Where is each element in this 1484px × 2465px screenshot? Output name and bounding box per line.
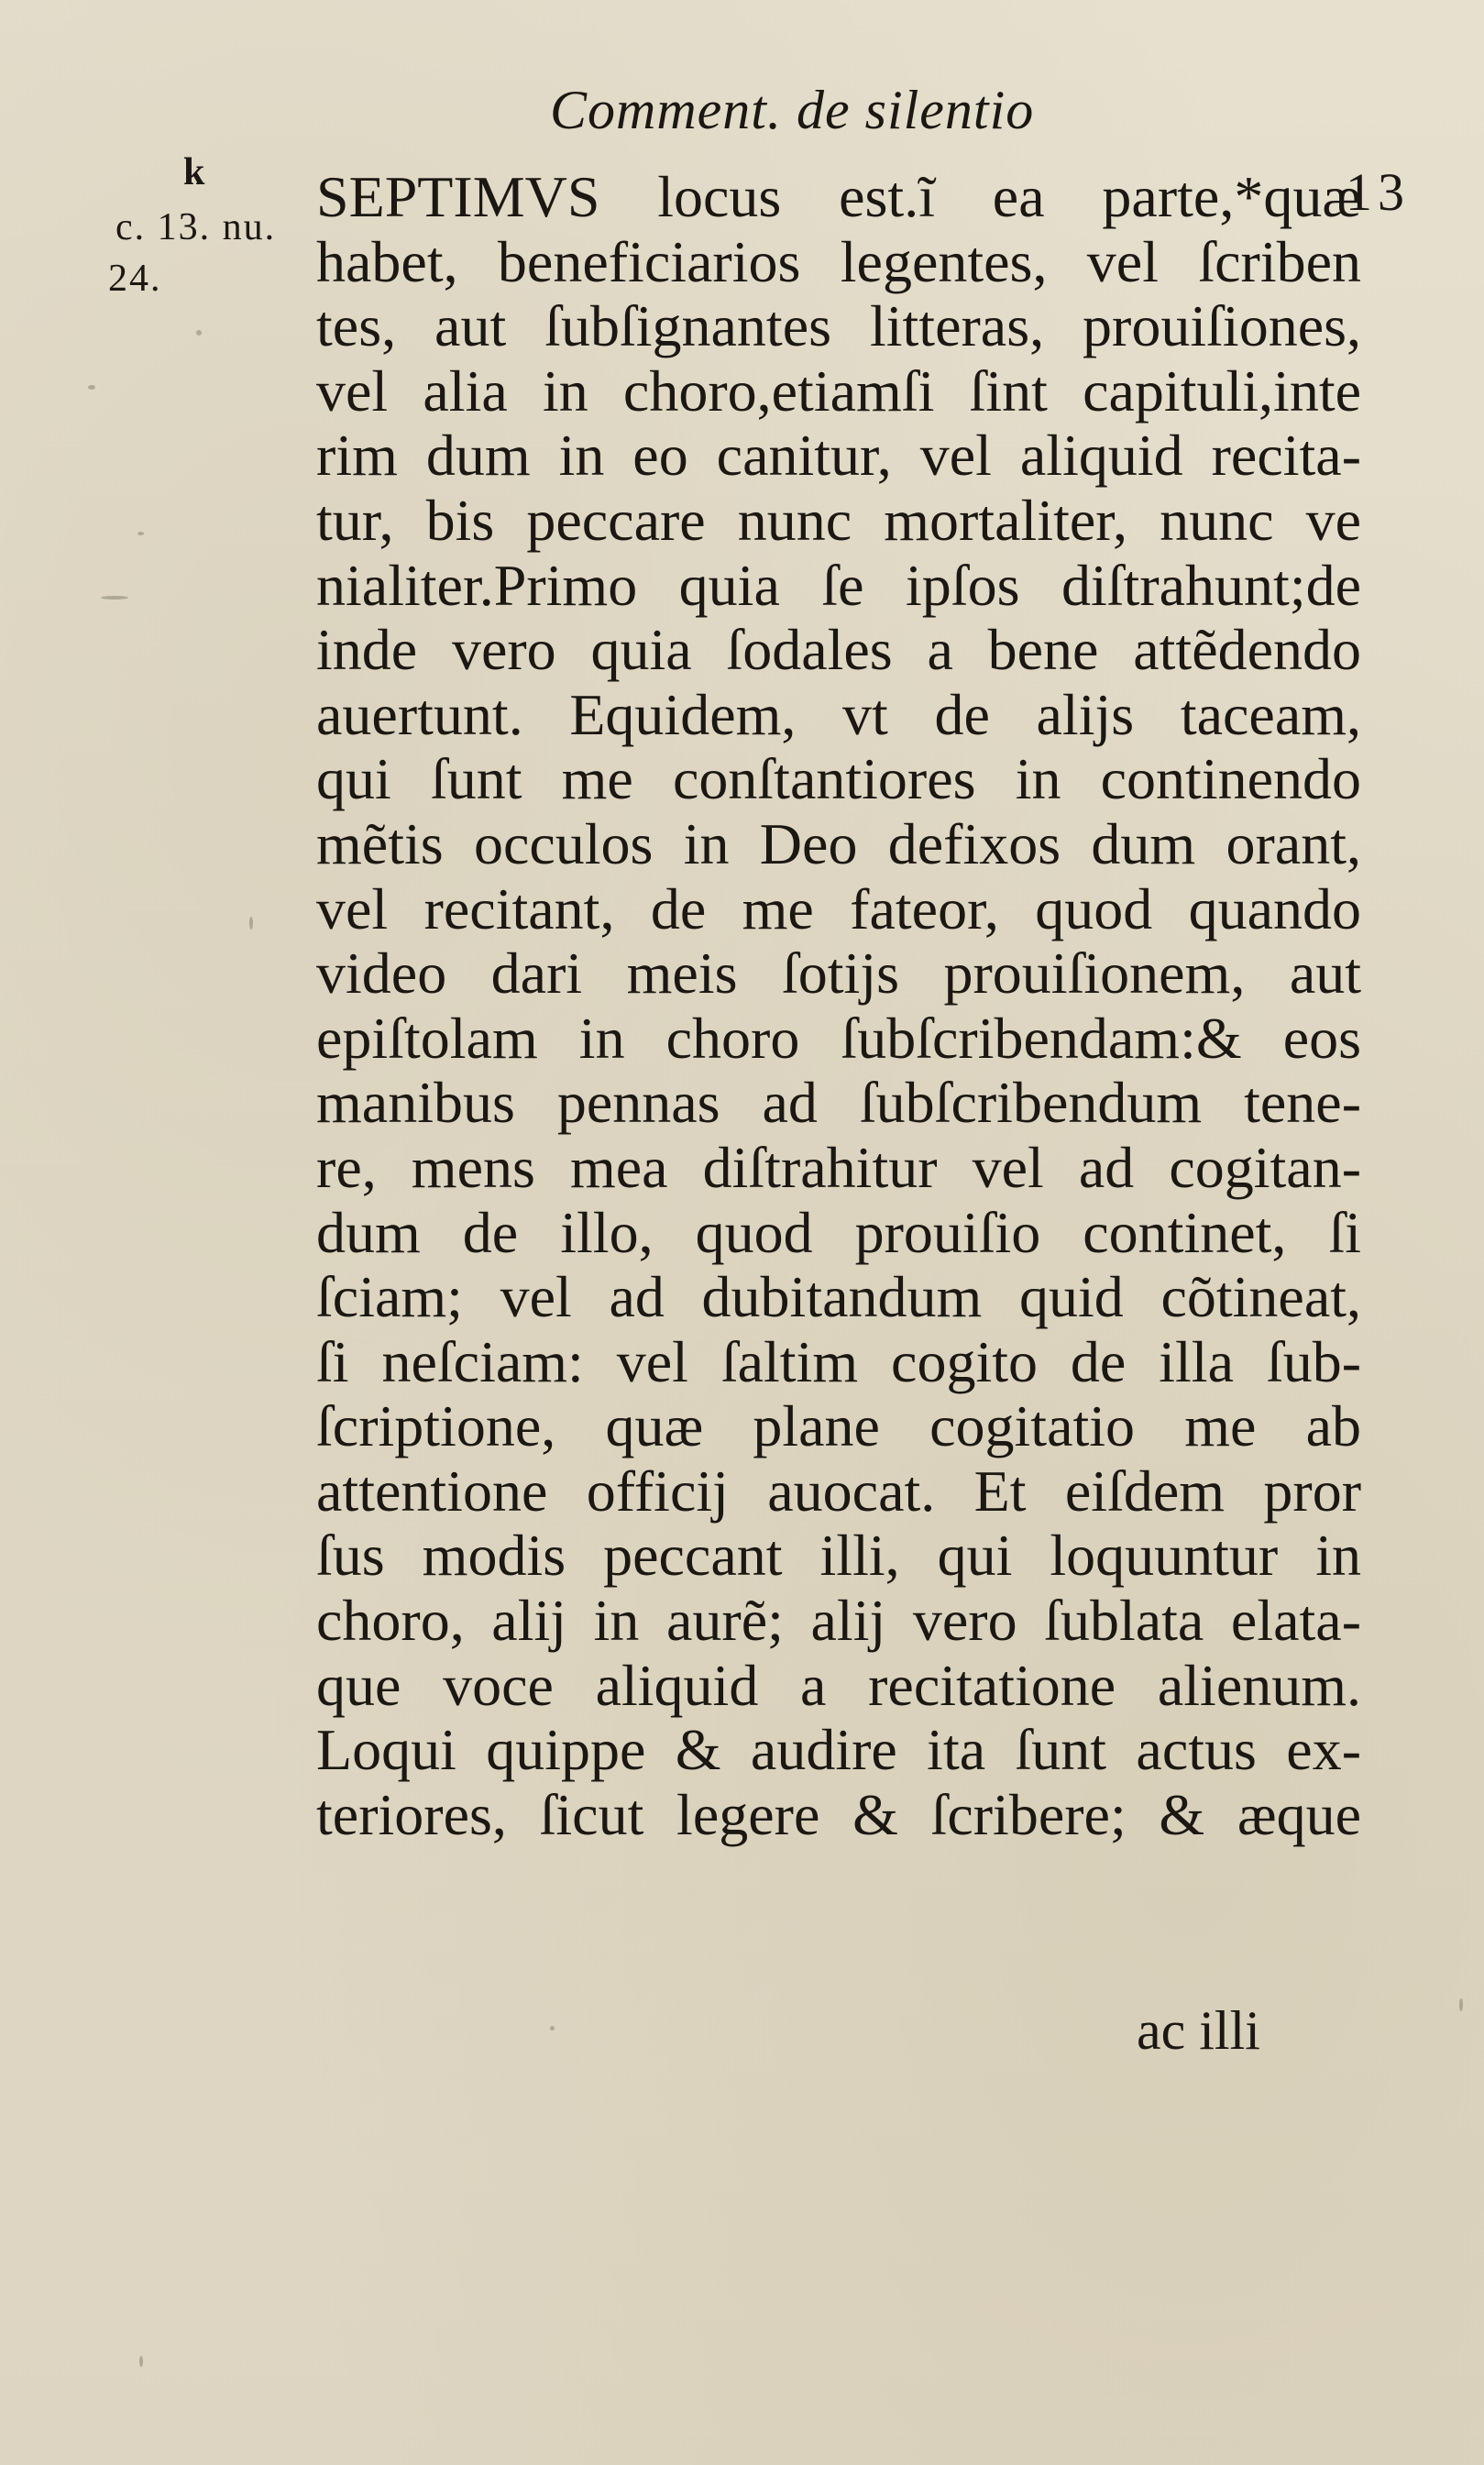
text-line: teriores, ſicut legere & ſcribere; & æque xyxy=(316,1781,1361,1847)
text-line: re, mens mea diſtrahitur vel ad cogitan- xyxy=(316,1134,1361,1200)
paper-speck xyxy=(88,385,95,390)
text-line: ſcriptione, quæ plane cogitatio me ab xyxy=(316,1393,1361,1459)
text-line: vel recitant, de me fateor, quod quando xyxy=(316,875,1361,941)
text-line: habet, beneficiarios legentes, vel ſcriben xyxy=(316,228,1361,294)
text-line: mẽtis occulos in Deo defixos dum orant, xyxy=(316,810,1361,876)
text-line: SEPTIMVS locus est.ĩ ea parte,*quæ xyxy=(316,164,1361,229)
text-line: nialiter.Primo quia ſe ipſos diſtrahunt;de xyxy=(316,552,1361,618)
text-line: rim dum in eo canitur, vel aliquid recita- xyxy=(316,423,1361,489)
text-line: tur, bis peccare nunc mortaliter, nunc ve xyxy=(316,487,1361,553)
paper-speck xyxy=(196,330,202,336)
text-line: qui ſunt me conſtantiores in continendo xyxy=(316,746,1361,812)
margin-note-reference: c. 13. nu. xyxy=(115,206,277,248)
page-number: 13 xyxy=(1346,162,1410,222)
paper-speck xyxy=(249,917,253,930)
catchword: ac illi xyxy=(1137,2000,1260,2061)
text-line: ſus modis peccant illi, qui loquuntur in xyxy=(316,1523,1361,1589)
text-line: vel alia in choro,etiamſi ſint capituli,inte xyxy=(316,358,1361,424)
text-line: ſi neſciam: vel ſaltim cogito de illa ſub- xyxy=(316,1328,1361,1394)
text-line: attentione officij auocat. Et eiſdem pror xyxy=(316,1458,1361,1524)
text-line: inde vero quia ſodales a bene attẽdendo xyxy=(316,617,1361,683)
margin-note-letter: k xyxy=(183,151,207,193)
text-line: auertunt. Equidem, vt de alijs taceam, xyxy=(316,681,1361,747)
paper-speck xyxy=(1459,1998,1463,2011)
text-line: ſciam; vel ad dubitandum quid cõtineat, xyxy=(316,1264,1361,1330)
paper-speck xyxy=(139,2356,143,2367)
paper-speck xyxy=(101,596,128,600)
paper-speck xyxy=(550,2026,555,2030)
text-line: video dari meis ſotijs prouiſionem, aut xyxy=(316,941,1361,1007)
text-line: que voce aliquid a recitatione alienum. xyxy=(316,1652,1361,1718)
paper-speck xyxy=(137,532,144,535)
text-line: tes, aut ſubſignantes litteras, prouiſiones, xyxy=(316,293,1361,359)
text-line: epiſtolam in choro ſubſcribendam:& eos xyxy=(316,1005,1361,1071)
text-line: Loqui quippe & audire ita ſunt actus ex- xyxy=(316,1717,1361,1783)
text-line: manibus pennas ad ſubſcribendum tene- xyxy=(316,1070,1361,1136)
text-line: dum de illo, quod prouiſio continet, ſi xyxy=(316,1199,1361,1265)
running-head: Comment. de silentio xyxy=(550,80,1035,140)
margin-note-number: 24. xyxy=(108,258,162,300)
text-line: choro, alij in aurẽ; alij vero ſublata elata- xyxy=(316,1588,1361,1654)
body-text xyxy=(316,165,1361,1847)
